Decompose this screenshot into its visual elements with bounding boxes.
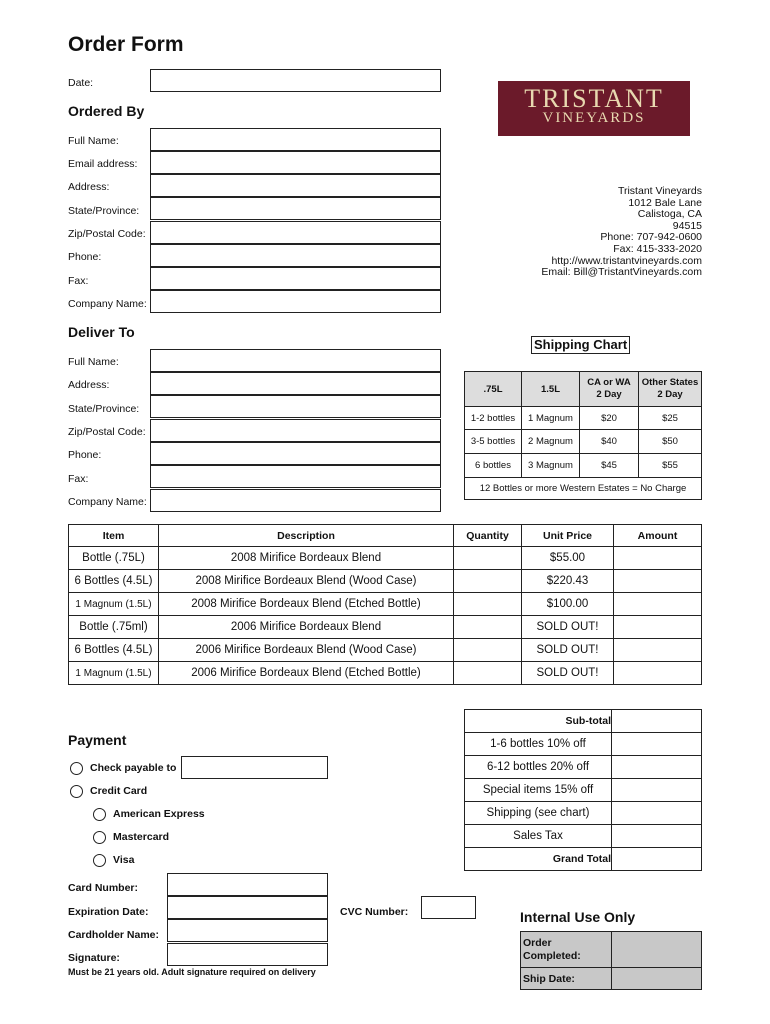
table-row <box>69 639 702 662</box>
discount-1-6-field[interactable] <box>612 733 702 756</box>
cvc-field[interactable] <box>421 896 476 919</box>
items-header-quantity: Quantity <box>454 525 522 547</box>
dt-address-field[interactable] <box>150 372 441 395</box>
dt-state-field[interactable] <box>150 395 441 418</box>
logo-line2: VINEYARDS <box>542 110 646 126</box>
ship-cell: $50 <box>639 430 702 454</box>
ob-fax-field[interactable] <box>150 267 441 290</box>
ob-company-label: Company Name: <box>68 298 147 310</box>
company-street: 1012 Bale Lane <box>628 196 702 209</box>
item-amount <box>614 547 702 570</box>
ship-row <box>465 430 702 454</box>
totals-table <box>464 709 702 871</box>
items-table <box>68 524 702 685</box>
ship-row <box>465 407 702 430</box>
item-name: Bottle (.75ml) <box>69 616 159 639</box>
items-header-item: Item <box>69 525 159 547</box>
ship-header-75l: .75L <box>465 372 522 407</box>
ship-header-ca-wa: CA or WA 2 Day <box>580 372 639 407</box>
mastercard-label: Mastercard <box>113 831 170 843</box>
ob-phone-label: Phone: <box>68 251 102 263</box>
item-quantity-field[interactable] <box>454 616 522 639</box>
items-header-unit-price: Unit Price <box>522 525 614 547</box>
amex-radio[interactable] <box>93 808 106 821</box>
signature-label: Signature: <box>68 952 120 964</box>
page-title: Order Form <box>68 33 184 56</box>
cardholder-field[interactable] <box>167 919 328 942</box>
ob-address-label: Address: <box>68 181 110 193</box>
company-name: Tristant Vineyards <box>617 185 702 197</box>
item-description: 2008 Mirifice Bordeaux Blend (Etched Bottle) <box>159 593 454 616</box>
check-radio[interactable] <box>70 762 83 775</box>
age-disclaimer: Must be 21 years old. Adult signature required on delivery <box>68 967 316 977</box>
shipping-chart-title: Shipping Chart <box>531 336 630 354</box>
item-name: 6 Bottles (4.5L) <box>69 570 159 593</box>
grand-total-field[interactable] <box>612 848 702 871</box>
item-description: 2008 Mirifice Bordeaux Blend (Wood Case) <box>159 570 454 593</box>
ship-date-label: Ship Date: <box>521 968 612 990</box>
ship-cell: $45 <box>580 454 639 478</box>
ob-state-field[interactable] <box>150 197 441 220</box>
ship-cell: $20 <box>580 407 639 430</box>
item-quantity-field[interactable] <box>454 662 522 685</box>
dt-zip-label: Zip/Postal Code: <box>68 426 146 438</box>
dt-fax-label: Fax: <box>68 473 89 485</box>
ob-email-field[interactable] <box>150 151 441 174</box>
dt-full-name-label: Full Name: <box>68 356 119 368</box>
ship-date-field[interactable] <box>612 968 702 990</box>
dt-zip-field[interactable] <box>150 419 441 442</box>
discount-1-6-label: 1-6 bottles 10% off <box>465 733 612 756</box>
date-label: Date: <box>68 77 94 89</box>
ship-cell: $55 <box>639 454 702 478</box>
dt-company-field[interactable] <box>150 489 441 512</box>
ship-footer: 12 Bottles or more Western Estates = No Charge <box>465 478 702 500</box>
item-description: 2006 Mirifice Bordeaux Blend (Wood Case) <box>159 639 454 662</box>
item-unit-price: SOLD OUT! <box>522 616 614 639</box>
item-unit-price: $220.43 <box>522 570 614 593</box>
ship-cell: $40 <box>580 430 639 454</box>
ship-cell: 6 bottles <box>465 454 522 478</box>
item-name: 6 Bottles (4.5L) <box>69 639 159 662</box>
items-header-description: Description <box>159 525 454 547</box>
company-phone: Phone: 707-942-0600 <box>600 231 702 244</box>
item-quantity-field[interactable] <box>454 639 522 662</box>
check-payable-field[interactable] <box>181 756 328 779</box>
subtotal-label: Sub-total <box>465 710 612 733</box>
ob-phone-field[interactable] <box>150 244 441 267</box>
items-header-amount: Amount <box>614 525 702 547</box>
subtotal-field[interactable] <box>612 710 702 733</box>
expiration-field[interactable] <box>167 896 328 919</box>
cardholder-label: Cardholder Name: <box>68 929 160 941</box>
item-unit-price: SOLD OUT! <box>522 639 614 662</box>
ob-zip-label: Zip/Postal Code: <box>68 228 146 240</box>
mastercard-radio[interactable] <box>93 831 106 844</box>
ordered-by-heading: Ordered By <box>68 103 145 119</box>
credit-card-radio[interactable] <box>70 785 83 798</box>
item-name: 1 Magnum (1.5L) <box>69 593 159 616</box>
dt-fax-field[interactable] <box>150 465 441 488</box>
company-web-link[interactable]: http://www.tristantvineyards.com <box>551 254 702 267</box>
table-row <box>69 593 702 616</box>
ob-full-name-field[interactable] <box>150 128 441 151</box>
ship-cell: 1-2 bottles <box>465 407 522 430</box>
ship-cell: 3 Magnum <box>522 454 580 478</box>
dt-address-label: Address: <box>68 379 110 391</box>
item-amount <box>614 570 702 593</box>
ship-header-other: Other States 2 Day <box>639 372 702 407</box>
visa-radio[interactable] <box>93 854 106 867</box>
company-logo <box>498 81 690 136</box>
ob-company-field[interactable] <box>150 290 441 313</box>
card-number-label: Card Number: <box>68 882 139 894</box>
dt-phone-label: Phone: <box>68 449 102 461</box>
item-quantity-field[interactable] <box>454 547 522 570</box>
ob-address-field[interactable] <box>150 174 441 197</box>
cvc-label: CVC Number: <box>340 906 409 918</box>
ob-full-name-label: Full Name: <box>68 135 119 147</box>
signature-field[interactable] <box>167 943 328 966</box>
item-description: 2006 Mirifice Bordeaux Blend (Etched Bottle) <box>159 662 454 685</box>
dt-phone-field[interactable] <box>150 442 441 465</box>
item-quantity-field[interactable] <box>454 593 522 616</box>
special-items-field[interactable] <box>612 779 702 802</box>
item-amount <box>614 662 702 685</box>
item-unit-price: $100.00 <box>522 593 614 616</box>
table-row <box>69 662 702 685</box>
discount-6-12-label: 6-12 bottles 20% off <box>465 756 612 779</box>
shipping-field[interactable] <box>612 802 702 825</box>
table-row <box>69 616 702 639</box>
shipping-chart-table <box>464 371 702 500</box>
internal-use-heading: Internal Use Only <box>520 909 636 925</box>
company-zip: 94515 <box>672 219 702 232</box>
sales-tax-field[interactable] <box>612 825 702 848</box>
ship-cell: $25 <box>639 407 702 430</box>
ob-fax-label: Fax: <box>68 275 89 287</box>
table-row <box>69 570 702 593</box>
ship-cell: 3-5 bottles <box>465 430 522 454</box>
grand-total-label: Grand Total <box>465 848 612 871</box>
ob-email-label: Email address: <box>68 158 138 170</box>
logo-line1: TRISTANT <box>524 84 664 113</box>
company-fax: Fax: 415-333-2020 <box>613 242 702 255</box>
item-unit-price: $55.00 <box>522 547 614 570</box>
ob-state-label: State/Province: <box>68 205 140 217</box>
item-unit-price: SOLD OUT! <box>522 662 614 685</box>
amex-label: American Express <box>113 808 205 820</box>
item-amount <box>614 593 702 616</box>
table-row <box>69 547 702 570</box>
company-address <box>541 186 702 279</box>
internal-use-table <box>520 931 702 990</box>
expiration-label: Expiration Date: <box>68 906 149 918</box>
dt-state-label: State/Province: <box>68 403 140 415</box>
item-description: 2006 Mirifice Bordeaux Blend <box>159 616 454 639</box>
company-city: Calistoga, CA <box>637 208 702 221</box>
ship-row <box>465 454 702 478</box>
item-amount <box>614 616 702 639</box>
item-description: 2008 Mirifice Bordeaux Blend <box>159 547 454 570</box>
discount-6-12-field[interactable] <box>612 756 702 779</box>
item-amount <box>614 639 702 662</box>
special-items-label: Special items 15% off <box>465 779 612 802</box>
company-email[interactable]: Email: Bill@TristantVineyards.com <box>541 266 702 279</box>
dt-full-name-field[interactable] <box>150 349 441 372</box>
order-completed-label: Order Completed: <box>521 932 612 968</box>
card-number-field[interactable] <box>167 873 328 896</box>
sales-tax-label: Sales Tax <box>465 825 612 848</box>
item-name: Bottle (.75L) <box>69 547 159 570</box>
order-completed-field[interactable] <box>612 932 702 968</box>
item-quantity-field[interactable] <box>454 570 522 593</box>
dt-company-label: Company Name: <box>68 496 147 508</box>
visa-label: Visa <box>113 854 135 866</box>
ship-cell: 2 Magnum <box>522 430 580 454</box>
credit-card-label: Credit Card <box>90 785 148 797</box>
deliver-to-heading: Deliver To <box>68 324 135 340</box>
ob-zip-field[interactable] <box>150 221 441 244</box>
item-name: 1 Magnum (1.5L) <box>69 662 159 685</box>
shipping-label: Shipping (see chart) <box>465 802 612 825</box>
payment-heading: Payment <box>68 732 127 748</box>
ship-cell: 1 Magnum <box>522 407 580 430</box>
date-field[interactable] <box>150 69 441 92</box>
check-label: Check payable to <box>90 762 177 774</box>
ship-header-15l: 1.5L <box>522 372 580 407</box>
